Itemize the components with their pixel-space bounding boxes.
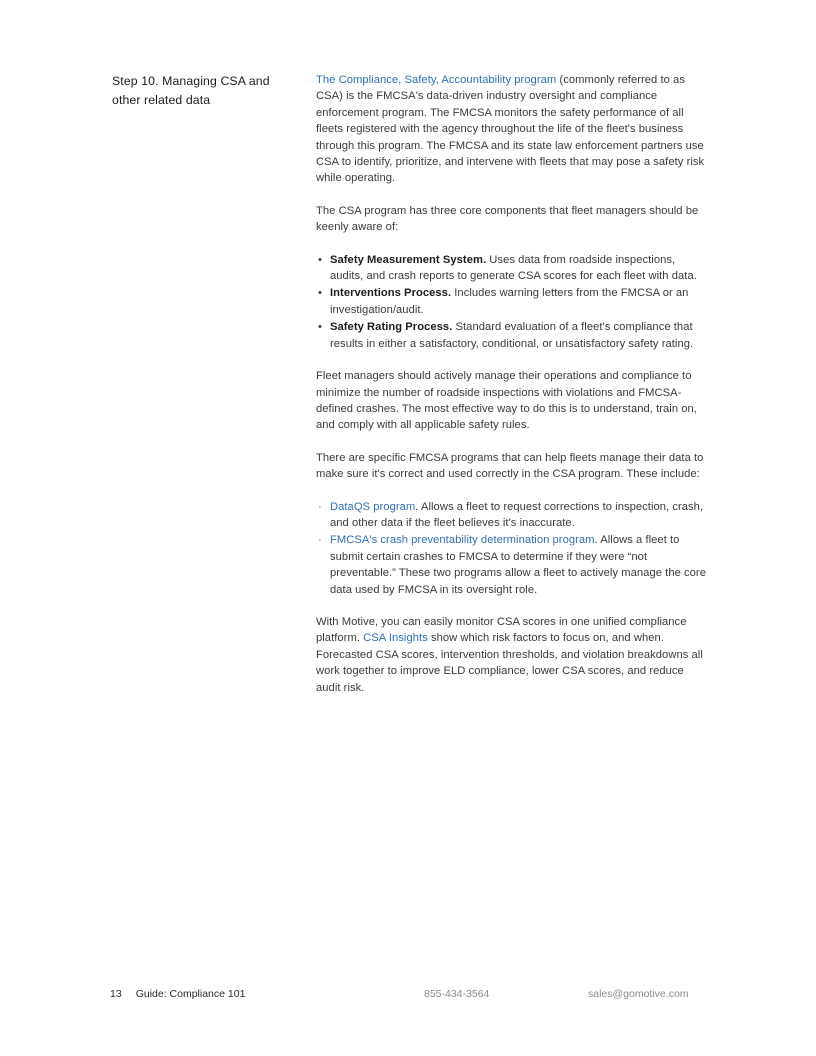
page-footer xyxy=(0,988,816,1008)
manage-paragraph: Fleet managers should actively manage their operations and compliance to minimize the number of roadside inspections with violations and FMCSA-defined crashes. The most effective way to do this is to understand, train on, and comply with all applicable safety rules. xyxy=(316,370,697,432)
csa-insights-link[interactable]: CSA Insights xyxy=(363,632,428,645)
list-item xyxy=(316,285,706,318)
motive-paragraph xyxy=(316,614,706,696)
step-heading: Step 10. Managing CSA and other related data xyxy=(112,74,270,107)
intro-rest: (commonly referred to as CSA) is the FMCSA's data-driven industry oversight and compliance enforcement program. The FMCSA monitors the safety performance of all fleets registered with the agency throughout the life of the fleet's business through this program. The FMCSA and its state law enforcement partners use CSA to identify, prioritize, and intervene with fleets that may pose a safety risk while operating. xyxy=(316,74,705,185)
component-text: Uses data from roadside inspections, audits, and crash reports to generate CSA scores for each fleet with data. xyxy=(330,253,697,283)
component-title: Safety Measurement System. xyxy=(330,253,487,266)
programs-list xyxy=(316,499,706,598)
programs-intro-paragraph: There are specific FMCSA programs that can help fleets manage their data to make sure it's correct and used correctly in the CSA program. These include: xyxy=(316,451,704,481)
component-text: Standard evaluation of a fleet's compliance that results in either a satisfactory, conditional, or unsatisfactory safety rating. xyxy=(330,321,694,350)
footer-email[interactable]: sales@gomotive.com xyxy=(588,988,689,1000)
dataqs-program-link[interactable]: DataQS program xyxy=(330,500,416,513)
bullet-icon: • xyxy=(318,253,322,266)
guide-title: Guide: Compliance 101 xyxy=(135,988,246,1000)
page-number: 13 xyxy=(110,988,122,1000)
csa-program-link[interactable]: The Compliance, Safety, Accountability program xyxy=(316,74,557,86)
bullet-icon: • xyxy=(318,287,322,300)
motive-part1: With Motive, you can easily monitor CSA scores in one unified compliance platform. xyxy=(316,615,687,645)
component-text: Includes warning letters from the FMCSA or an investigation/audit. xyxy=(330,287,689,316)
footer-phone[interactable]: 855-434-3564 xyxy=(424,988,490,1000)
bullet-icon: · xyxy=(318,534,322,547)
footer-left-group xyxy=(110,988,245,1000)
component-title: Interventions Process. xyxy=(330,287,452,300)
components-intro-paragraph: The CSA program has three core components that fleet managers should be keenly aware of: xyxy=(316,204,699,234)
list-item xyxy=(316,499,706,532)
component-title: Safety Rating Process. xyxy=(330,321,453,334)
motive-part2: show which risk factors to focus on, and when. Forecasted CSA scores, intervention thresholds, and violation breakdowns all work together to improve ELD compliance, lower CSA scores, and reduce audit risk. xyxy=(316,632,703,694)
program-text: . Allows a fleet to submit certain crashes to FMCSA to determine if they were “not preventable.” These two programs allow a fleet to actively manage the core data used by FMCSA in its oversight role. xyxy=(330,534,706,596)
body-column xyxy=(316,72,706,696)
list-item xyxy=(316,252,706,285)
program-text: . Allows a fleet to request corrections to inspection, crash, and other data if the fleet believes it's inaccurate. xyxy=(330,500,704,529)
bullet-icon: • xyxy=(318,321,322,334)
bullet-icon: · xyxy=(318,500,322,513)
crash-preventability-program-link[interactable]: FMCSA's crash preventability determination program xyxy=(330,534,595,547)
components-list xyxy=(316,252,706,352)
intro-paragraph xyxy=(316,72,706,187)
list-item xyxy=(316,319,706,352)
list-item xyxy=(316,532,706,598)
